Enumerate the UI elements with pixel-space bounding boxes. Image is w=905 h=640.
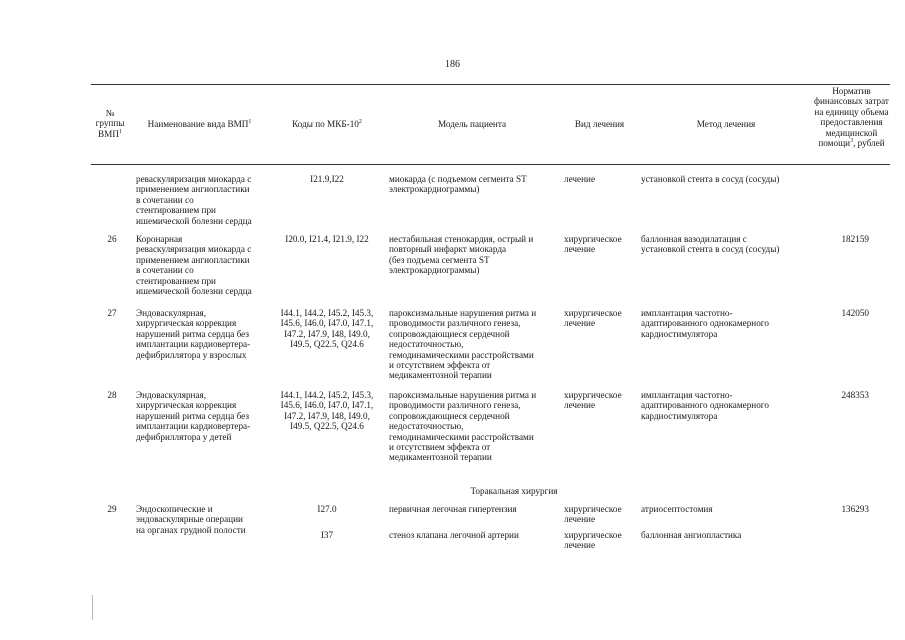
treatment-type-cell: хирургическое лечение [564, 234, 622, 255]
vmp-name-cell: Эндоваскулярная, хирургическая коррекция нарушений ритма сердца без имплантации кардиовертера- дефибриллятора у детей [136, 390, 251, 442]
treatment-type-cell: хирургическое лечение [564, 530, 622, 551]
vmp-name-cell: реваскуляризация миокарда с применением ангиопластики в сочетании со стентированием при ишемической болезни сердца [136, 174, 252, 226]
section-title: Торакальная хирургия [470, 486, 558, 496]
treatment-type-cell: лечение [564, 174, 596, 184]
patient-model-cell: пароксизмальные нарушения ритма и проводимости различного генеза, сопровождающиеся сердечной недостаточностью, гемодинамическими расстройствами и отсутствием эффекта от медикаментозной терапии [389, 308, 537, 381]
vmp-name-cell: Эндоваскулярная, хирургическая коррекция нарушений ритма сердца без имплантации кардиовертера- дефибриллятора у взрослых [136, 308, 251, 360]
treatment-method-cell: баллонная ангиопластика [641, 530, 742, 540]
table-top-rule [91, 84, 890, 85]
header-patient-model: Модель пациента [437, 119, 507, 129]
patient-model-cell: нестабильная стенокардия, острый и повторный инфаркт миокарда (без подъема сегмента ST электрокардиограммы) [389, 234, 534, 276]
treatment-method-cell: установкой стента в сосуд (сосуды) [641, 174, 780, 184]
vmp-name-cell: Эндоскопические и эндоваскулярные операции на органах грудной полости [136, 504, 246, 535]
treatment-method-cell: атриосептостомия [641, 504, 713, 514]
page-number: 186 [445, 59, 460, 70]
group-number-cell: 29 [107, 504, 117, 514]
patient-model-cell: миокарда (с подъемом сегмента ST электрокардиограммы) [389, 174, 527, 195]
treatment-type-cell: хирургическое лечение [564, 504, 622, 525]
icd-codes-cell: I21.9,I22 [310, 174, 344, 184]
header-cost-standard: Норматив финансовых затрат на единицу объема предоставления медицинской помощи$^3$, рублей [814, 86, 889, 149]
treatment-type-cell: хирургическое лечение [564, 390, 622, 411]
group-number-cell: 26 [107, 234, 117, 244]
group-number-cell: 27 [107, 308, 117, 318]
icd-codes-cell: I20.0, I21.4, I21.9, I22 [285, 234, 369, 244]
icd-codes-cell: I27.0 [317, 504, 337, 514]
header-treatment-method: Метод лечения [696, 119, 756, 129]
header-treatment-type: Вид лечения [574, 119, 625, 129]
patient-model-cell: первичная легочная гипертензия [389, 504, 517, 514]
header-group-no: № группы ВМП$^1$ [95, 108, 125, 139]
page-edge-mark [92, 595, 93, 620]
cost-cell: 182159 [841, 234, 869, 244]
cost-cell: 136293 [841, 504, 869, 514]
icd-codes-cell: I37 [320, 530, 334, 540]
table-header-rule [91, 164, 890, 165]
treatment-method-cell: имплантация частотно- адаптированного однокамерного кардиостимулятора [641, 308, 769, 339]
patient-model-cell: стеноз клапана легочной артерии [389, 530, 519, 540]
group-number-cell: 28 [107, 390, 117, 400]
patient-model-cell: пароксизмальные нарушения ритма и проводимости различного генеза, сопровождающиеся сердечной недостаточностью, гемодинамическими расстройствами и отсутствием эффекта от медикаментозной терапии [389, 390, 537, 463]
icd-codes-cell: I44.1, I44.2, I45.2, I45.3, I45.6, I46.0, I47.0, I47.1, I47.2, I47.9, I48, I49.0, I49.5, Q22.5, Q24.6 [280, 390, 374, 432]
header-icd-codes: Коды по МКБ-$10^2$ [292, 118, 362, 129]
cost-cell: 142050 [841, 308, 869, 318]
treatment-method-cell: баллонная вазодилатация с установкой стента в сосуд (сосуды) [641, 234, 780, 255]
treatment-type-cell: хирургическое лечение [564, 308, 622, 329]
vmp-name-cell: Коронарная реваскуляризация миокарда с применением ангиопластики в сочетании со стентированием при ишемической болезни сердца [136, 234, 252, 297]
header-vmp-name: Наименование вида ВМП$^1$ [147, 118, 252, 129]
icd-codes-cell: I44.1, I44.2, I45.2, I45.3, I45.6, I46.0, I47.0, I47.1, I47.2, I47.9, I48, I49.0, I49.5, Q22.5, Q24.6 [280, 308, 374, 350]
treatment-method-cell: имплантация частотно- адаптированного однокамерного кардиостимулятора [641, 390, 769, 421]
cost-cell: 248353 [841, 390, 869, 400]
